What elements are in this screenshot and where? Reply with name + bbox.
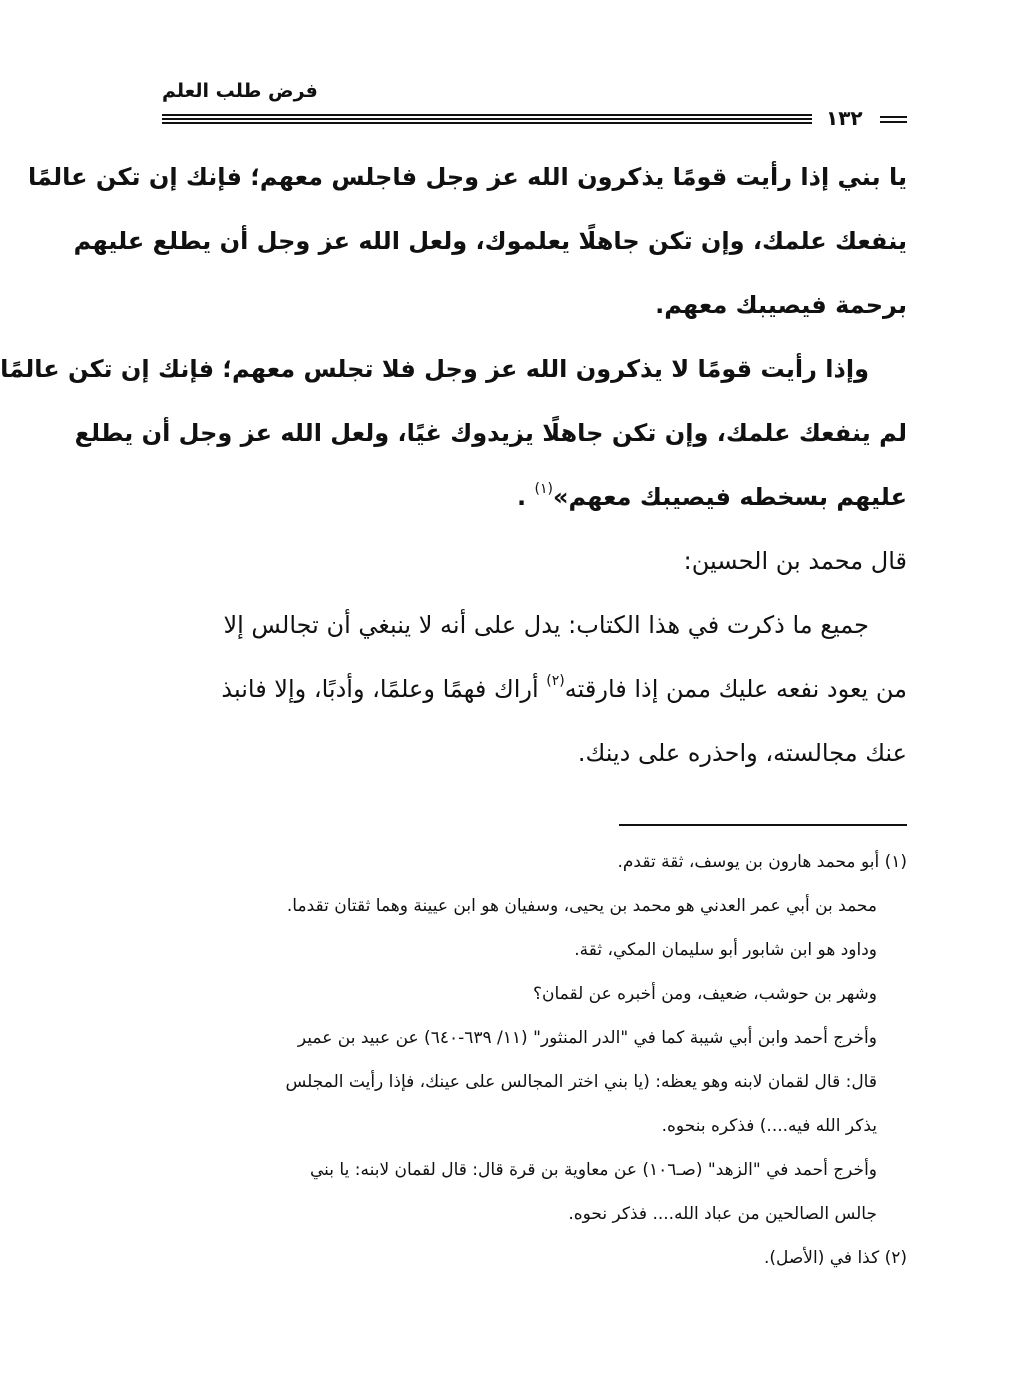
page-number-rule	[880, 116, 907, 123]
footnote-line: وأخرج أحمد في "الزهد" (صـ١٠٦) عن معاوية بن قرة قال: قال لقمان لابنه: يا بني	[310, 1160, 877, 1180]
text-line-content: أراك فهمًا وعلمًا، وأدبًا، وإلا فانبذ	[221, 675, 539, 703]
footnote-line: وشهر بن حوشب، ضعيف، ومن أخبره عن لقمان؟	[532, 984, 877, 1004]
text-line: ينفعك علمك، وإن تكن جاهلًا يعلموك، ولعل الله عز وجل أن يطلع عليهم	[73, 227, 907, 255]
text-line: قال محمد بن الحسين:	[683, 547, 907, 575]
text-line: عنك مجالسته، واحذره على دينك.	[577, 739, 907, 767]
text-line: لم ينفعك علمك، وإن تكن جاهلًا يزيدوك غيًا، ولعل الله عز وجل أن يطلع	[74, 419, 907, 447]
footnote-line: وأخرج أحمد وابن أبي شيبة كما في "الدر المنثور" (١١/ ٦٣٩-٦٤٠) عن عبيد بن عمير	[297, 1028, 877, 1048]
footnote-separator	[619, 824, 907, 826]
main-text	[0, 145, 907, 785]
footnote-marker-2: (٢)	[546, 673, 565, 689]
footnote-line: وداود هو ابن شابور أبو سليمان المكي، ثقة.	[574, 940, 877, 960]
footnote-line: (١) أبو محمد هارون بن يوسف، ثقة تقدم.	[617, 852, 907, 872]
text-line: يا بني إذا رأيت قومًا يذكرون الله عز وجل فاجلس معهم؛ فإنك إن تكن عالمًا	[28, 163, 907, 191]
text-line: وإذا رأيت قومًا لا يذكرون الله عز وجل فلا تجلس معهم؛ فإنك إن تكن عالمًا	[0, 355, 869, 383]
text-line: عليهم بسخطه فيصيبك معهم»$^{(١)}$ .	[516, 481, 907, 511]
text-line-content: من يعود نفعه عليك ممن إذا فارقته	[564, 675, 907, 703]
footnote-line: قال: قال لقمان لابنه وهو يعظه: (يا بني اختر المجالس على عينك، فإذا رأيت المجلس	[285, 1072, 877, 1092]
footnotes	[167, 840, 907, 1280]
header-rule	[162, 114, 812, 124]
text-line-content: عليهم بسخطه فيصيبك معهم»	[552, 483, 907, 511]
footnote-line: محمد بن أبي عمر العدني هو محمد بن يحيى، وسفيان هو ابن عيينة وهما ثقتان تقدما.	[286, 896, 877, 916]
book-title: فرض طلب العلم	[162, 80, 318, 102]
footnote-line: (٢) كذا في (الأصل).	[763, 1248, 907, 1268]
text-line: جميع ما ذكرت في هذا الكتاب: يدل على أنه لا ينبغي أن تجالس إلا	[223, 611, 869, 639]
page-header	[162, 70, 907, 130]
footnote-line: جالس الصالحين من عباد الله.... فذكر نحوه.	[568, 1204, 877, 1224]
text-line	[162, 657, 907, 721]
footnote-line: يذكر الله فيه....) فذكره بنحوه.	[661, 1116, 877, 1136]
page-number: ١٣٢	[826, 106, 863, 130]
text-line: برحمة فيصيبك معهم.	[655, 291, 907, 319]
footnote-marker-1: (١)	[534, 481, 553, 497]
